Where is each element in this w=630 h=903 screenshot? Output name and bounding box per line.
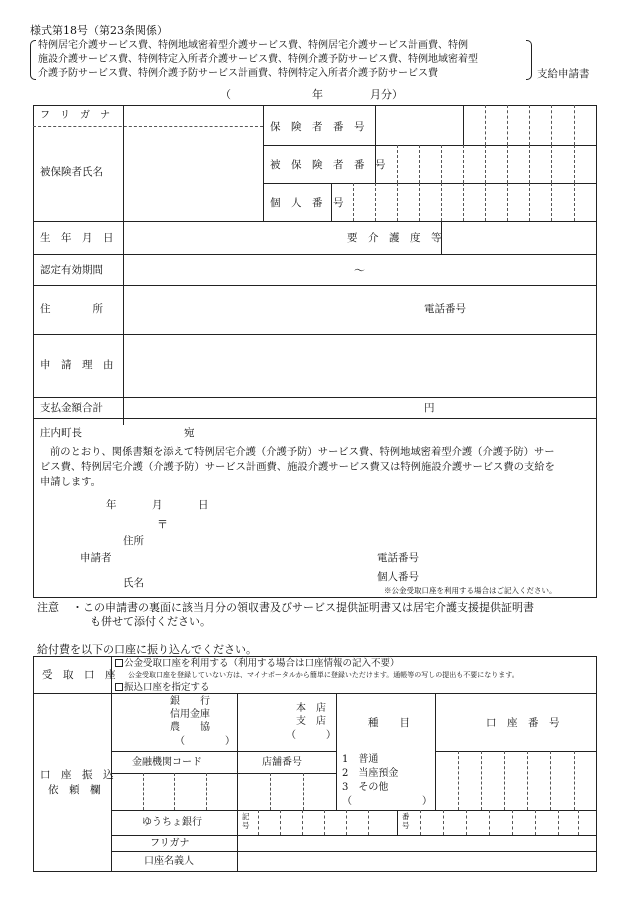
address-phone-label: 電話番号 [424,303,466,315]
bank-code-label: 金融機関コード [132,757,202,768]
bank-name-input[interactable] [114,696,169,748]
title-line-2: 施設介護サービス費、特例特定入所者介護サービス費、特例介護予防サービス費、特例地域密着型 [38,54,478,65]
total-amount-label: 支払金額合計 [40,402,103,414]
insurer-number-input[interactable] [378,107,594,143]
declaration-line-2: ビス費、特例居宅介護（介護予防）サービス計画費、施設介護サービス費又は特例施設介護サービス費の支給を [40,461,555,473]
public-account-option[interactable]: 公金受取口座を利用する（利用する場合は口座情報の記入不要） [115,658,400,670]
applicant-address-label: 住所 [123,535,144,547]
title-line-3: 介護予防サービス費、特例介護予防サービス計画費、特例特定入所者介護予防サービス費 [38,68,438,79]
personal-number-note: ※公金受取口座を利用する場合はご記入ください。 [384,586,557,595]
insured-name-label: 被保険者氏名 [40,166,103,178]
title-suffix: 支給申請書 [537,68,590,80]
branch-code-input[interactable] [239,775,334,808]
title-brace-right [526,40,532,80]
care-level-label: 要 介 護 度 等 [347,232,442,244]
furigana-input[interactable] [128,107,260,125]
reason-input[interactable] [128,336,594,395]
account-number-input[interactable] [437,753,595,808]
period-month: 月分） [370,88,403,101]
yucho-kigo-input[interactable] [258,812,394,833]
bank-code-input[interactable] [113,775,235,808]
yucho-label: ゆうちょ銀行 [142,817,202,828]
validity-tilde: 〜 [354,264,365,277]
bank-kind-bank: 銀 行 [170,696,210,707]
note-label: 注意 [37,601,59,614]
account-number-label: 口 座 番 号 [486,717,560,729]
account-type-current[interactable]: 2 当座預金 [342,768,399,779]
account-type-other-paren: （ ） [342,796,432,807]
bank-kind-paren: （ ） [175,736,235,747]
reason-label: 申 請 理 由 [40,359,114,371]
bango-label: 番号 [402,812,410,830]
designated-account-option[interactable]: 振込口座を指定する [115,682,210,694]
care-level-input[interactable] [444,223,594,252]
address-label: 住 所 [40,303,103,315]
period-open: （ [220,88,231,101]
account-holder-label: 口座名義人 [144,856,194,867]
applicant-label: 申請者 [80,552,112,564]
title-line-1: 特例居宅介護サービス費、特例地域密着型介護サービス費、特例居宅介護サービス計画費、特例 [38,40,468,51]
kigo-label: 記号 [242,812,250,830]
insurer-number-label: 保 険 者 番 号 [270,121,365,133]
period-year: 年 [312,88,323,101]
yen-label: 円 [424,402,435,414]
personal-number-input[interactable] [334,185,594,219]
applicant-phone-label: 電話番号 [377,552,419,564]
postal-mark: 〒 [157,518,168,531]
public-account-checkbox[interactable] [115,659,123,667]
applicant-name-label: 氏名 [123,577,144,589]
personal-number-label: 個 人 番 号 [270,197,344,209]
branch-kind-paren: （ ） [286,730,336,741]
public-account-note: 公金受取口座を登録していない方は、マイナポータルから簡単に登録いただけます。通帳等の写しの提出も不要になります。 [128,671,519,679]
mayor-label: 庄内町長 [40,427,82,439]
declaration-line-1: 前のとおり、関係書類を添えて特例居宅介護（介護予防）サービス費、特例地域密着型介護（介護予防）サー [50,446,555,458]
designated-account-checkbox[interactable] [115,683,123,691]
applicant-personal-number-label: 個人番号 [377,571,419,583]
insured-name-input[interactable] [128,128,260,218]
transfer-label-1: 口 座 振 込 [40,769,114,781]
transfer-label-2: 依 頼 欄 [48,784,101,796]
holder-furigana-label: フリガナ [150,838,190,849]
branch-kind-main: 本 店 [296,703,326,714]
account-holder-input[interactable] [240,853,595,870]
insured-number-input[interactable] [378,147,594,181]
account-type-label: 種 目 [368,717,410,729]
branch-kind-branch: 支 店 [296,716,326,727]
honorific-label: 宛 [184,427,195,439]
bank-intro: 給付費を以下の口座に振り込んでください。 [37,643,257,656]
birth-date-input[interactable] [128,223,328,252]
date-day-label: 日 [198,499,209,511]
branch-name-input[interactable] [240,696,292,748]
note-line-2: も併せて添付ください。 [90,615,211,628]
account-type-other[interactable]: 3 その他 [342,782,389,793]
bank-kind-nokyo: 農 協 [170,722,210,733]
validity-period-input[interactable] [128,256,594,283]
total-amount-input[interactable] [128,399,418,416]
validity-period-label: 認定有効期間 [40,264,103,276]
yucho-bango-input[interactable] [412,812,595,833]
holder-furigana-input[interactable] [240,837,595,849]
title-brace-left [30,40,36,80]
account-type-ordinary[interactable]: 1 普通 [342,754,379,765]
birth-date-label: 生 年 月 日 [40,232,114,244]
date-month-label: 月 [152,499,163,511]
furigana-label: フ リ ガ ナ [40,110,110,121]
declaration-line-3: 申請します。 [40,476,101,488]
branch-code-label: 店舗番号 [262,757,302,768]
receive-account-label: 受 取 口 座 [42,669,116,681]
address-input[interactable] [128,287,418,332]
bank-kind-shinkin: 信用金庫 [170,709,210,720]
note-line-1: ・この申請書の裏面に該当月分の領収書及びサービス提供証明書又は居宅介護支援提供証明書 [72,601,534,614]
form-number: 様式第18号（第23条関係） [30,24,168,37]
insured-number-label: 被 保 険 者 番 号 [270,159,386,171]
date-year-label: 年 [106,499,117,511]
